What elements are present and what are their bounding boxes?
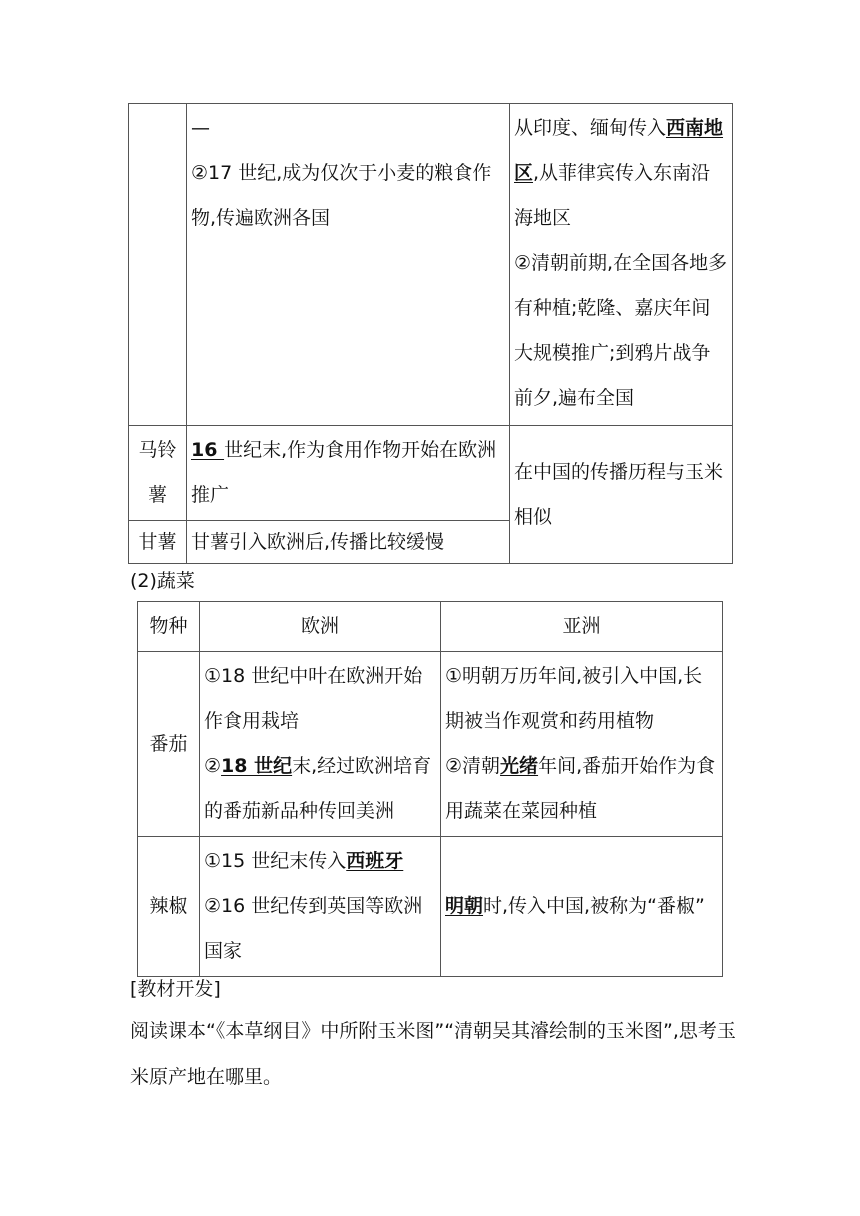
europe-cell: [200, 837, 441, 977]
text-line: ①明朝万历年间,被引入中国,长期被当作观赏和药用植物: [445, 665, 703, 732]
answer-text: 光绪: [500, 755, 539, 777]
plain-text: 时,传入中国,被称为“番椒”: [483, 895, 705, 917]
material-title: [教材开发]: [130, 978, 221, 1000]
table-row: [129, 426, 733, 521]
asia-cell: [510, 104, 733, 426]
europe-cell: [200, 652, 441, 837]
species-cell: 马铃薯: [129, 426, 187, 521]
asia-cell: [441, 837, 723, 977]
species-cell: 辣椒: [138, 837, 200, 977]
text-line: [445, 744, 718, 834]
plain-text: ②清朝: [445, 755, 501, 777]
asia-cell: 在中国的传播历程与玉米相似: [510, 426, 733, 564]
plain-text: ①15 世纪末传入: [204, 850, 347, 872]
text-line: [514, 106, 728, 241]
header-europe: 欧洲: [200, 602, 441, 652]
text-line: ①18 世纪中叶在欧洲开始作食用栽培: [204, 665, 423, 732]
plain-text: ②: [204, 755, 222, 777]
answer-text: 西南地区: [514, 117, 724, 184]
header-asia: 亚洲: [441, 602, 723, 652]
species-cell: 番茄: [138, 652, 200, 837]
europe-cell: [187, 104, 510, 426]
text-line: ②清朝前期,在全国各地多有种植;乾隆、嘉庆年间大规模推广;到鸦片战争前夕,遍布全国: [514, 252, 728, 409]
material-text: 阅读课本“《本草纲目》中所附玉米图”“清朝吴其濬绘制的玉米图”,思考玉米原产地在哪里。: [130, 1020, 736, 1088]
table-row: [129, 104, 733, 426]
header-species: 物种: [138, 602, 200, 652]
asia-cell: [441, 652, 723, 837]
answer-text: 16: [191, 439, 225, 461]
section-label: (2)蔬菜: [130, 570, 195, 592]
plain-text: 世纪末,作为食用作物开始在欧洲推广: [191, 439, 497, 506]
text-line: —: [191, 117, 210, 139]
answer-text: 18 世纪: [221, 755, 293, 777]
text-line: [204, 744, 436, 834]
table-header-row: [138, 602, 723, 652]
table-row: [138, 837, 723, 977]
table-row: [138, 652, 723, 837]
vegetables-table: [137, 601, 723, 977]
plain-text: 末,经过欧洲培育的番茄新品种传回美洲: [204, 755, 432, 822]
crops-table-continued: [128, 103, 733, 564]
plain-text: 年间,番茄开始作为食用蔬菜在菜园种植: [445, 755, 716, 822]
text-line: [204, 839, 436, 884]
species-cell: [129, 104, 187, 426]
answer-text: 西班牙: [346, 850, 404, 872]
europe-cell: 甘薯引入欧洲后,传播比较缓慢: [187, 521, 510, 564]
answer-text: 明朝: [445, 895, 484, 917]
plain-text: 从印度、缅甸传入: [514, 117, 667, 139]
plain-text: ,从菲律宾传入东南沿海地区: [514, 162, 711, 229]
europe-cell: [187, 426, 510, 521]
text-line: ②16 世纪传到英国等欧洲国家: [204, 895, 423, 962]
text-line: ②17 世纪,成为仅次于小麦的粮食作物,传遍欧洲各国: [191, 162, 492, 229]
species-cell: 甘薯: [129, 521, 187, 564]
